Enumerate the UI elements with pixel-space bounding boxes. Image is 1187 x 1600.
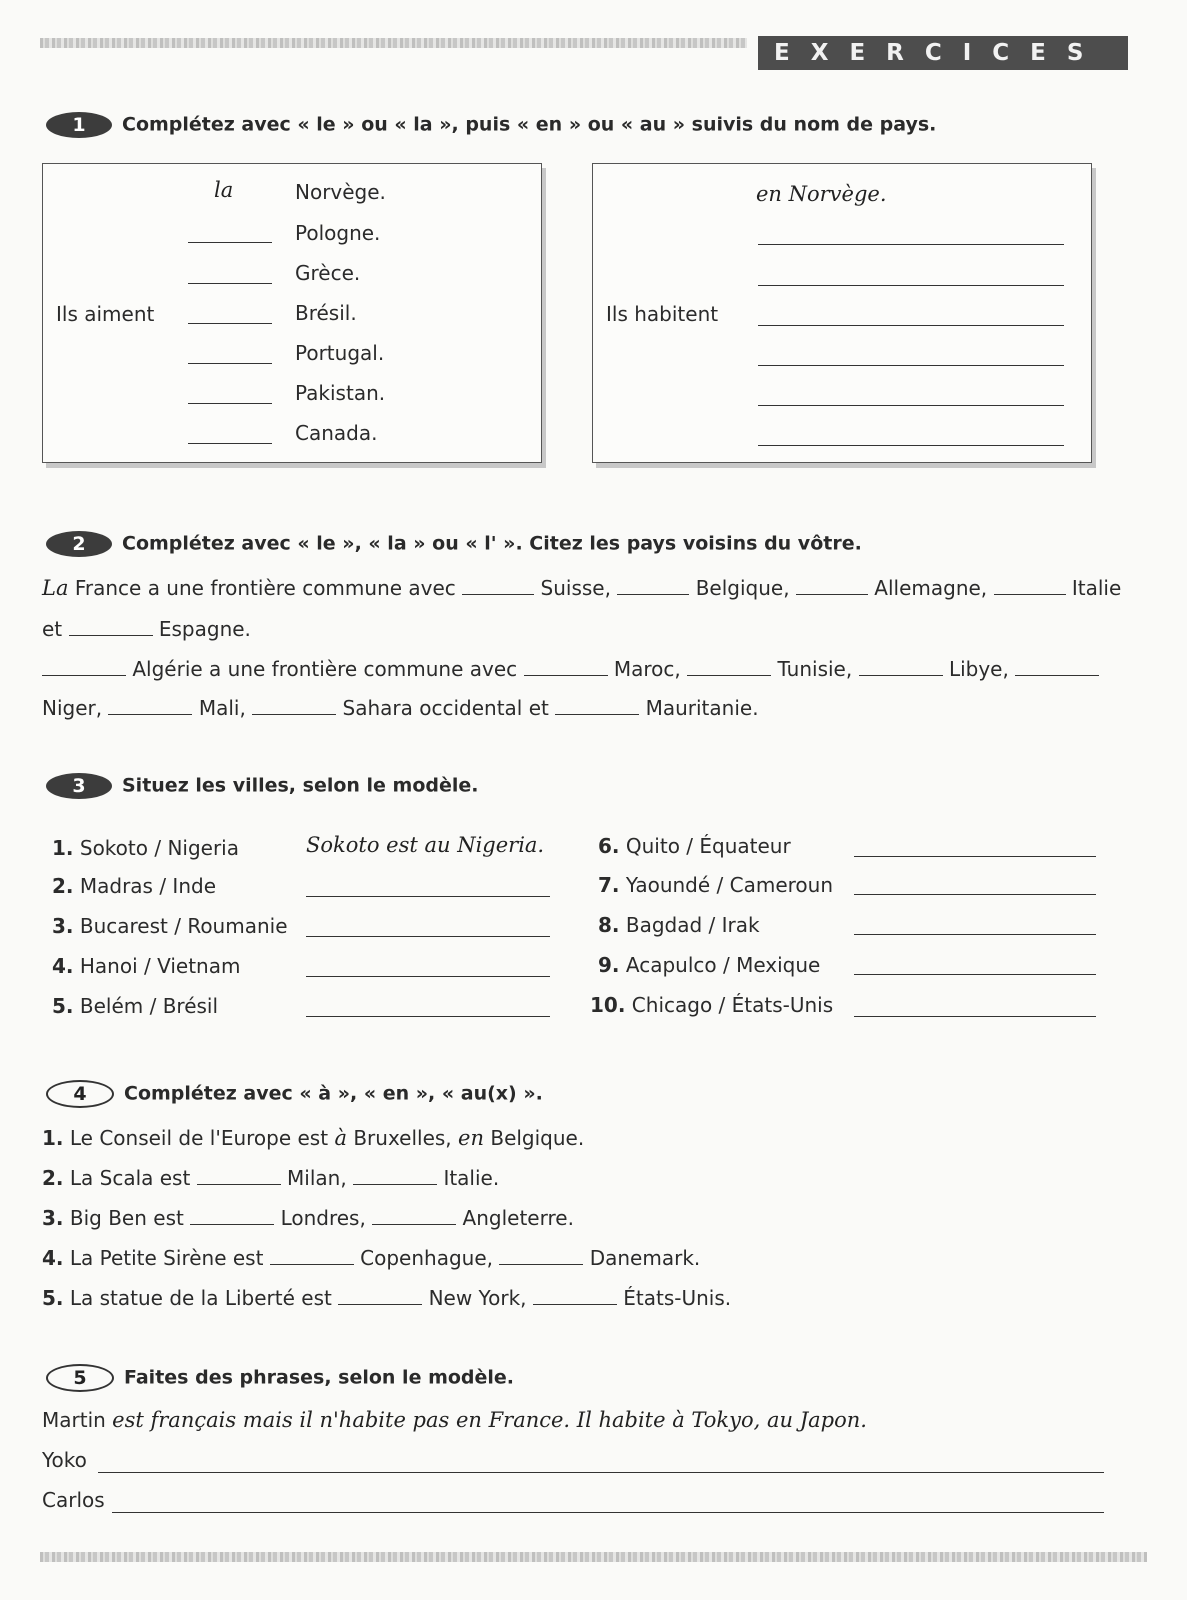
ex5-example-line	[42, 1408, 867, 1432]
ex1-country: Grèce.	[295, 261, 361, 285]
ex3-answer-line[interactable]	[306, 1016, 550, 1017]
ex2-algeria-line	[42, 657, 1099, 681]
ex4-blank[interactable]	[533, 1286, 617, 1305]
ex3-answer-line[interactable]	[854, 934, 1096, 935]
ex3-answer-line[interactable]	[306, 936, 550, 937]
ex4-blank[interactable]	[190, 1206, 274, 1225]
ex2-blank[interactable]	[1015, 657, 1099, 676]
ex3-answer-line[interactable]	[306, 896, 550, 897]
ex3-answer-line[interactable]	[854, 894, 1096, 895]
ex4-instruction: Complétez avec « à », « en », « au(x) ».	[124, 1082, 543, 1105]
ex2-blank[interactable]	[555, 696, 639, 715]
ex2-country: Maroc,	[613, 657, 681, 681]
ex2-france-line	[42, 576, 1121, 600]
ex1-answer-line[interactable]	[758, 405, 1064, 406]
ex2-france-text: France a une frontière commune avec	[74, 576, 456, 600]
ex3-item: 3. Bucarest / Roumanie	[52, 914, 288, 938]
ex3-item: 9. Acapulco / Mexique	[598, 953, 821, 977]
ex2-country: Sahara occidental et	[342, 696, 549, 720]
ex2-blank[interactable]	[859, 657, 943, 676]
ex1-article-blank[interactable]	[188, 363, 272, 364]
ex2-blank[interactable]	[796, 576, 868, 595]
ex2-country: Mali,	[198, 696, 246, 720]
ex3-instruction: Situez les villes, selon le modèle.	[122, 774, 479, 797]
ex2-country: Allemagne,	[874, 576, 988, 600]
ex4-blank[interactable]	[353, 1166, 437, 1185]
ex2-country: Niger,	[42, 696, 103, 720]
ex1-example-answer: en Norvège.	[756, 182, 887, 206]
ex3-item: 7. Yaoundé / Cameroun	[598, 873, 834, 897]
ex5-example-name: Martin	[42, 1408, 106, 1432]
ex4-item: 3. Big Ben est Londres, Angleterre.	[42, 1206, 574, 1230]
ex3-number-badge: 3	[46, 773, 112, 799]
ex2-blank[interactable]	[42, 657, 126, 676]
ex2-heading	[46, 531, 862, 557]
ex4-example-answer: à	[334, 1126, 347, 1150]
ex1-article-blank[interactable]	[188, 242, 272, 243]
ex3-item: 5. Belém / Brésil	[52, 994, 219, 1018]
ex5-name: Yoko	[42, 1448, 87, 1472]
ex5-name: Carlos	[42, 1488, 105, 1512]
ex2-algeria-line-2	[42, 696, 759, 720]
ex2-spain-line	[42, 617, 251, 641]
ex1-article-blank[interactable]	[188, 403, 272, 404]
ex2-blank[interactable]	[994, 576, 1066, 595]
ex1-country: Pakistan.	[295, 381, 386, 405]
ex5-heading	[46, 1364, 514, 1392]
ex4-blank[interactable]	[270, 1246, 354, 1265]
ex1-answer-line[interactable]	[758, 365, 1064, 366]
ex3-item: 8. Bagdad / Irak	[598, 913, 760, 937]
ex2-blank[interactable]	[252, 696, 336, 715]
ex5-answer-line[interactable]	[112, 1512, 1104, 1513]
ex3-heading	[46, 773, 479, 799]
ex4-blank[interactable]	[338, 1286, 422, 1305]
ex4-example-answer: en	[458, 1126, 484, 1150]
ex3-item: 10. Chicago / États-Unis	[590, 993, 834, 1017]
ex4-item: 5. La statue de la Liberté est New York, États-Unis.	[42, 1286, 732, 1310]
ex4-blank[interactable]	[197, 1166, 281, 1185]
ex1-number-badge: 1	[46, 112, 112, 138]
ex4-number-badge: 4	[46, 1080, 114, 1108]
ex1-answer-line[interactable]	[758, 445, 1064, 446]
ex2-country: Libye,	[948, 657, 1009, 681]
ex1-country: Portugal.	[295, 341, 385, 365]
ex4-item: 4. La Petite Sirène est Copenhague, Danemark.	[42, 1246, 701, 1270]
scan-noise-top	[40, 38, 747, 48]
ex4-blank[interactable]	[499, 1246, 583, 1265]
ex3-item: 6. Quito / Équateur	[598, 834, 791, 858]
ex1-heading	[46, 112, 936, 138]
ex3-answer-line[interactable]	[306, 976, 550, 977]
ex1-country: Pologne.	[295, 221, 381, 245]
ex3-item: 1. Sokoto / Nigeria	[52, 836, 239, 860]
ex1-article-blank[interactable]	[188, 443, 272, 444]
ex4-blank[interactable]	[372, 1206, 456, 1225]
ex4-item: 2. La Scala est Milan, Italie.	[42, 1166, 500, 1190]
ex3-answer-line[interactable]	[854, 974, 1096, 975]
ex2-country: Mauritanie.	[645, 696, 759, 720]
ex2-blank[interactable]	[69, 617, 153, 636]
ex1-answer-line[interactable]	[758, 325, 1064, 326]
ex3-example-answer: Sokoto est au Nigeria.	[306, 833, 545, 857]
ex4-heading	[46, 1080, 543, 1108]
ex2-country: Italie	[1071, 576, 1122, 600]
ex2-blank[interactable]	[687, 657, 771, 676]
ex1-example-article: la	[214, 178, 234, 202]
ex1-right-label: Ils habitent	[606, 302, 719, 326]
ex1-article-blank[interactable]	[188, 283, 272, 284]
ex2-number-badge: 2	[46, 531, 112, 557]
ex1-instruction: Complétez avec « le » ou « la », puis « en » ou « au » suivis du nom de pays.	[122, 113, 937, 136]
ex1-answer-line[interactable]	[758, 285, 1064, 286]
ex2-country: Espagne.	[158, 617, 251, 641]
ex2-instruction: Complétez avec « le », « la » ou « l' ». Citez les pays voisins du vôtre.	[122, 532, 862, 555]
ex3-item: 2. Madras / Inde	[52, 874, 217, 898]
exercices-banner: EXERCICES	[758, 36, 1128, 70]
ex2-et: et	[42, 617, 63, 641]
ex5-number-badge: 5	[46, 1364, 114, 1392]
ex3-answer-line[interactable]	[854, 856, 1096, 857]
ex1-left-label: Ils aiment	[56, 302, 155, 326]
ex5-instruction: Faites des phrases, selon le modèle.	[124, 1366, 515, 1389]
ex2-blank[interactable]	[108, 696, 192, 715]
ex5-answer-line[interactable]	[98, 1472, 1104, 1473]
ex1-answer-line[interactable]	[758, 244, 1064, 245]
ex2-example-article: La	[42, 576, 69, 600]
ex2-algeria-text: Algérie a une frontière commune avec	[132, 657, 518, 681]
ex1-country: Brésil.	[295, 301, 357, 325]
ex4-item: 1. Le Conseil de l'Europe est à Bruxelles, en Belgique.	[42, 1126, 585, 1150]
ex2-blank[interactable]	[462, 576, 534, 595]
ex1-article-blank[interactable]	[188, 323, 272, 324]
ex2-country: Belgique,	[695, 576, 790, 600]
scan-noise-bottom	[40, 1552, 1147, 1562]
ex2-blank[interactable]	[617, 576, 689, 595]
ex2-blank[interactable]	[524, 657, 608, 676]
ex5-example-sentence: est français mais il n'habite pas en France. Il habite à Tokyo, au Japon.	[112, 1408, 867, 1432]
ex2-country: Suisse,	[540, 576, 611, 600]
ex2-country: Tunisie,	[777, 657, 853, 681]
ex3-item: 4. Hanoi / Vietnam	[52, 954, 241, 978]
ex1-country: Norvège.	[295, 180, 386, 204]
ex3-answer-line[interactable]	[854, 1016, 1096, 1017]
ex1-country: Canada.	[295, 421, 378, 445]
